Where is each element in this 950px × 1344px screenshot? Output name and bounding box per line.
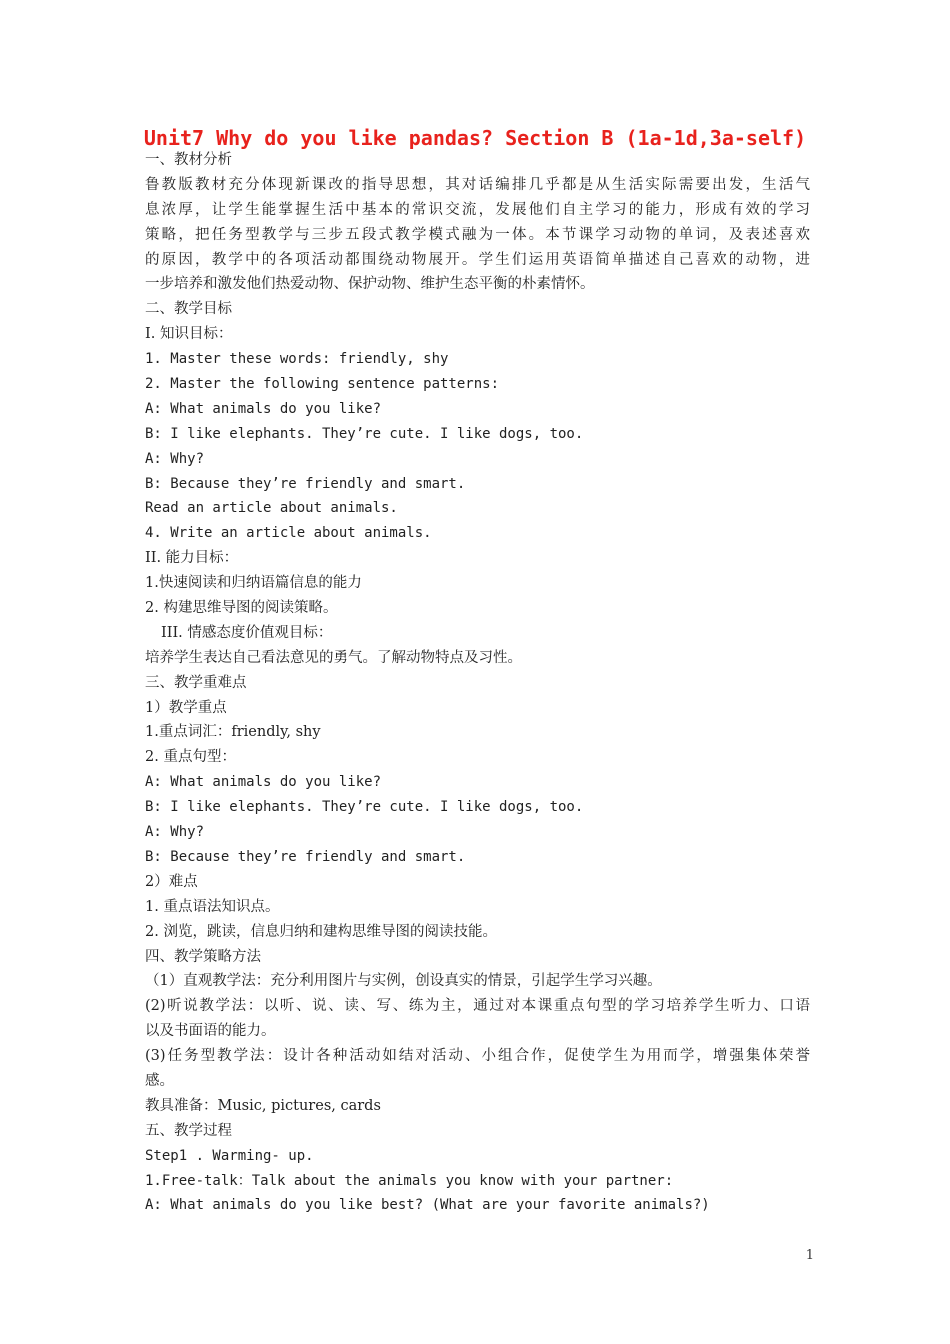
body-line: 1.重点词汇：friendly, shy: [145, 724, 321, 741]
body-line: B: I like elephants. They’re cute. I like dogs, too.: [145, 799, 584, 816]
body-line: 鲁教版教材充分体现新课改的指导思想，其对话编排几乎都是从生活实际需要出发，生活气: [145, 176, 810, 193]
body-line: A: Why?: [145, 450, 205, 467]
document-body: [145, 148, 810, 1218]
body-line: III. 情感态度价值观目标：: [161, 624, 333, 641]
document-title: Unit7 Why do you like pandas? Section B (1a-1d,3a-self): [143, 126, 807, 150]
body-line: 1.Free-talk：Talk about the animals you know with your partner:: [145, 1172, 674, 1189]
body-line: A: What animals do you like best? (What are your favorite animals?): [145, 1197, 710, 1214]
body-line: A: Why?: [145, 824, 205, 841]
body-line: (2)听说教学法：以听、说、读、写、练为主，通过对本课重点句型的学习培养学生听力、口语: [145, 998, 810, 1015]
body-line: 1. Master these words: friendly, shy: [145, 351, 449, 368]
body-line: 2. 浏览，跳读，信息归纳和建构思维导图的阅读技能。: [145, 923, 497, 940]
body-line: 一步培养和激发他们热爱动物、保护动物、维护生态平衡的朴素情怀。: [145, 276, 595, 293]
body-line: B: Because they’re friendly and smart.: [145, 475, 466, 492]
body-line: 策略，把任务型教学与三步五段式教学模式融为一体。本节课学习动物的单词，及表述喜欢: [145, 226, 810, 243]
body-line: 息浓厚，让学生能掌握生活中基本的常识交流，发展他们自主学习的能力，形成有效的学习: [145, 201, 810, 218]
body-line: B: I like elephants. They’re cute. I like dogs, too.: [145, 425, 584, 442]
body-line: 教具准备：Music, pictures, cards: [145, 1097, 381, 1114]
body-line: 五、教学过程: [145, 1122, 232, 1139]
body-line: 2. 构建思维导图的阅读策略。: [145, 600, 338, 617]
body-line: I. 知识目标：: [145, 326, 233, 343]
body-line: 1）教学重点: [145, 699, 227, 716]
body-line: II. 能力目标：: [145, 550, 239, 567]
body-line: 的原因，教学中的各项活动都围绕动物展开。学生们运用英语简单描述自己喜欢的动物，进: [145, 251, 810, 268]
body-line: 以及书面语的能力。: [145, 1023, 276, 1040]
body-line: B: Because they’re friendly and smart.: [145, 848, 466, 865]
body-line: A: What animals do you like?: [145, 400, 382, 417]
body-line: 4. Write an article about animals.: [145, 525, 432, 542]
body-line: 培养学生表达自己看法意见的勇气。了解动物特点及习性。: [145, 649, 522, 666]
body-line: 四、教学策略方法: [145, 948, 261, 965]
body-line: 2）难点: [145, 873, 198, 890]
body-line: 一、教材分析: [145, 152, 232, 168]
body-line: 感。: [145, 1072, 174, 1089]
body-line: Step1 . Warming- up.: [145, 1147, 314, 1164]
body-line: 三、教学重难点: [145, 674, 247, 691]
body-line: 2. Master the following sentence patterns:: [145, 376, 500, 393]
body-line: 二、教学目标: [145, 301, 232, 318]
body-line: 1. 重点语法知识点。: [145, 898, 280, 915]
page-number: 1: [805, 1248, 814, 1263]
body-line: （1）直观教学法：充分利用图片与实例，创设真实的情景，引起学生学习兴趣。: [145, 973, 662, 990]
body-line: A: What animals do you like?: [145, 774, 382, 791]
body-line: 2. 重点句型：: [145, 749, 236, 766]
body-line: (3)任务型教学法：设计各种活动如结对活动、小组合作，促使学生为用而学，增强集体荣誉: [145, 1048, 810, 1065]
body-line: Read an article about animals.: [145, 500, 398, 517]
body-line: 1.快速阅读和归纳语篇信息的能力: [145, 575, 362, 592]
